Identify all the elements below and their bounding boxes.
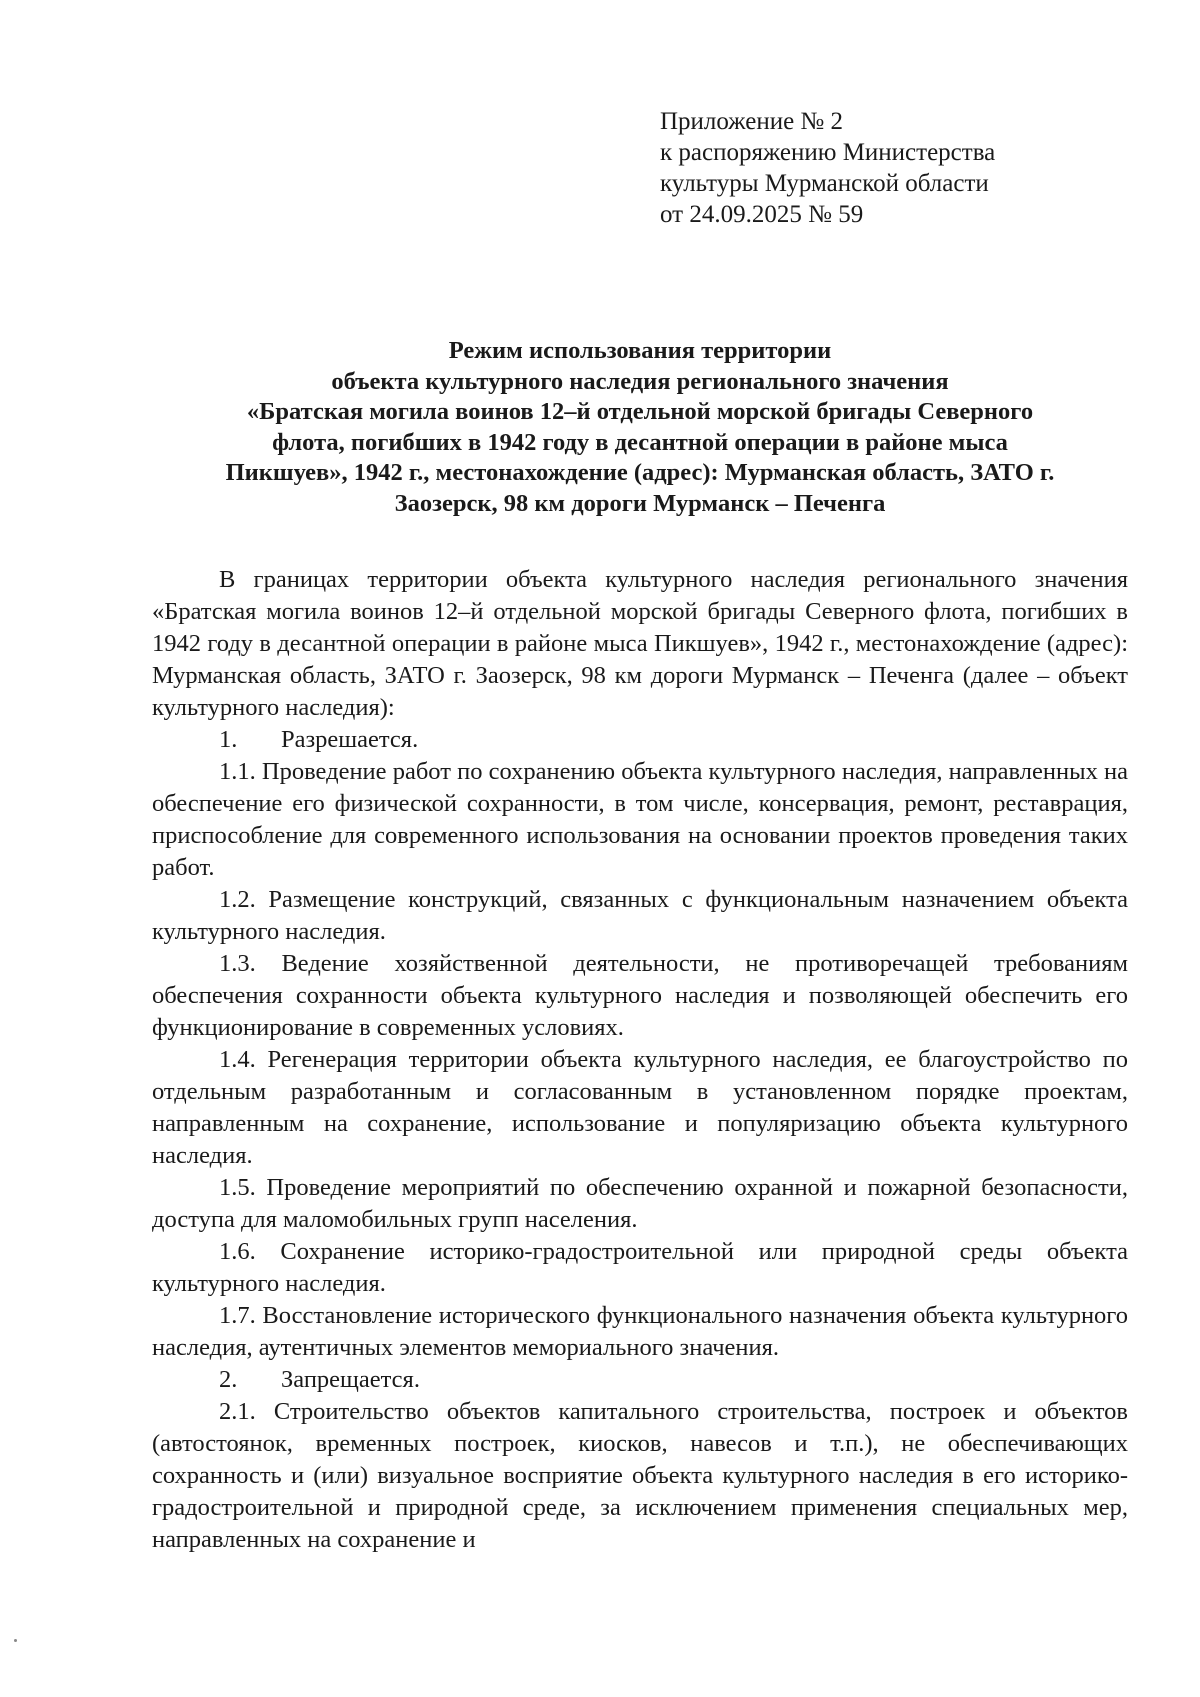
clause-1-3: 1.3. Ведение хозяйственной деятельности, не противоречащей требованиям обеспечения сохранности объекта культурного наследия и позволяющей обеспечить его функционирование в современных условиях. (152, 950, 1128, 1041)
section-number: 1. (219, 726, 238, 753)
clause-1-7: 1.7. Восстановление исторического функционального назначения объекта культурного наследия, аутентичных элементов мемориального значения. (152, 1302, 1128, 1361)
title-line: «Братская могила воинов 12–й отдельной морской бригады Северного (246, 398, 1034, 425)
title-line: Заозерск, 98 км дороги Мурманск – Печенга (394, 489, 886, 517)
appendix-date-number: от 24.09.2025 № 59 (660, 201, 864, 228)
scan-speck (14, 1639, 17, 1642)
clause-1-1: 1.1. Проведение работ по сохранению объекта культурного наследия, направленных на обеспечение его физической сохранности, в том числе, консервация, ремонт, реставрация, приспособление для современного использования на основании проектов проведения таких работ. (152, 758, 1128, 881)
section-title: Разрешается. (281, 726, 419, 753)
appendix-ministry: культуры Мурманской области (660, 170, 989, 197)
clause-1-2: 1.2. Размещение конструкций, связанных с функциональным назначением объекта культурного наследия. (152, 886, 1128, 945)
section-title: Запрещается. (281, 1366, 420, 1393)
clause-2-1: 2.1. Строительство объектов капитального строительства, построек и объектов (автостоянок, временных построек, киосков, навесов и т.п.), не обеспечивающих сохранность и (или) визуальное восприятие объекта культурного наследия в его историко-градостроительной и природной среде, за исключением применения специальных мер, направленных на сохранение и (152, 1398, 1128, 1553)
title-line: объекта культурного наследия регионального значения (331, 367, 949, 395)
title-line: Пикшуев», 1942 г., местонахождение (адрес): Мурманская область, ЗАТО г. (225, 459, 1055, 486)
section-number: 2. (219, 1366, 238, 1393)
intro-paragraph: В границах территории объекта культурного наследия регионального значения «Братская могила воинов 12–й отдельной морской бригады Северного флота, погибших в 1942 году в десантной операции в районе мыса Пикшуев», 1942 г., местонахождение (адрес): Мурманская область, ЗАТО г. Заозерск, 98 км дороги Мурманск – Печенга (далее – объект культурного наследия): (152, 566, 1128, 721)
section-heading-allowed (152, 724, 1128, 756)
clause-1-4: 1.4. Регенерация территории объекта культурного наследия, ее благоустройство по отдельным разработанным и согласованным в установленном порядке проектам, направленным на сохранение, использование и популяризацию объекта культурного наследия. (152, 1046, 1128, 1169)
document-title (150, 336, 1130, 519)
appendix-reference: к распоряжению Министерства (660, 139, 996, 166)
appendix-header (660, 106, 1080, 230)
document-body (152, 564, 1128, 1556)
clause-1-6: 1.6. Сохранение историко-градостроительной или природной среды объекта культурного наследия. (152, 1238, 1128, 1297)
section-heading-prohibited (152, 1364, 1128, 1396)
title-line: Режим использования территории (448, 337, 832, 364)
title-line: флота, погибших в 1942 году в десантной операции в районе мыса (272, 428, 1008, 456)
clause-1-5: 1.5. Проведение мероприятий по обеспечению охранной и пожарной безопасности, доступа для маломобильных групп населения. (152, 1174, 1128, 1233)
appendix-number: Приложение № 2 (660, 108, 844, 135)
